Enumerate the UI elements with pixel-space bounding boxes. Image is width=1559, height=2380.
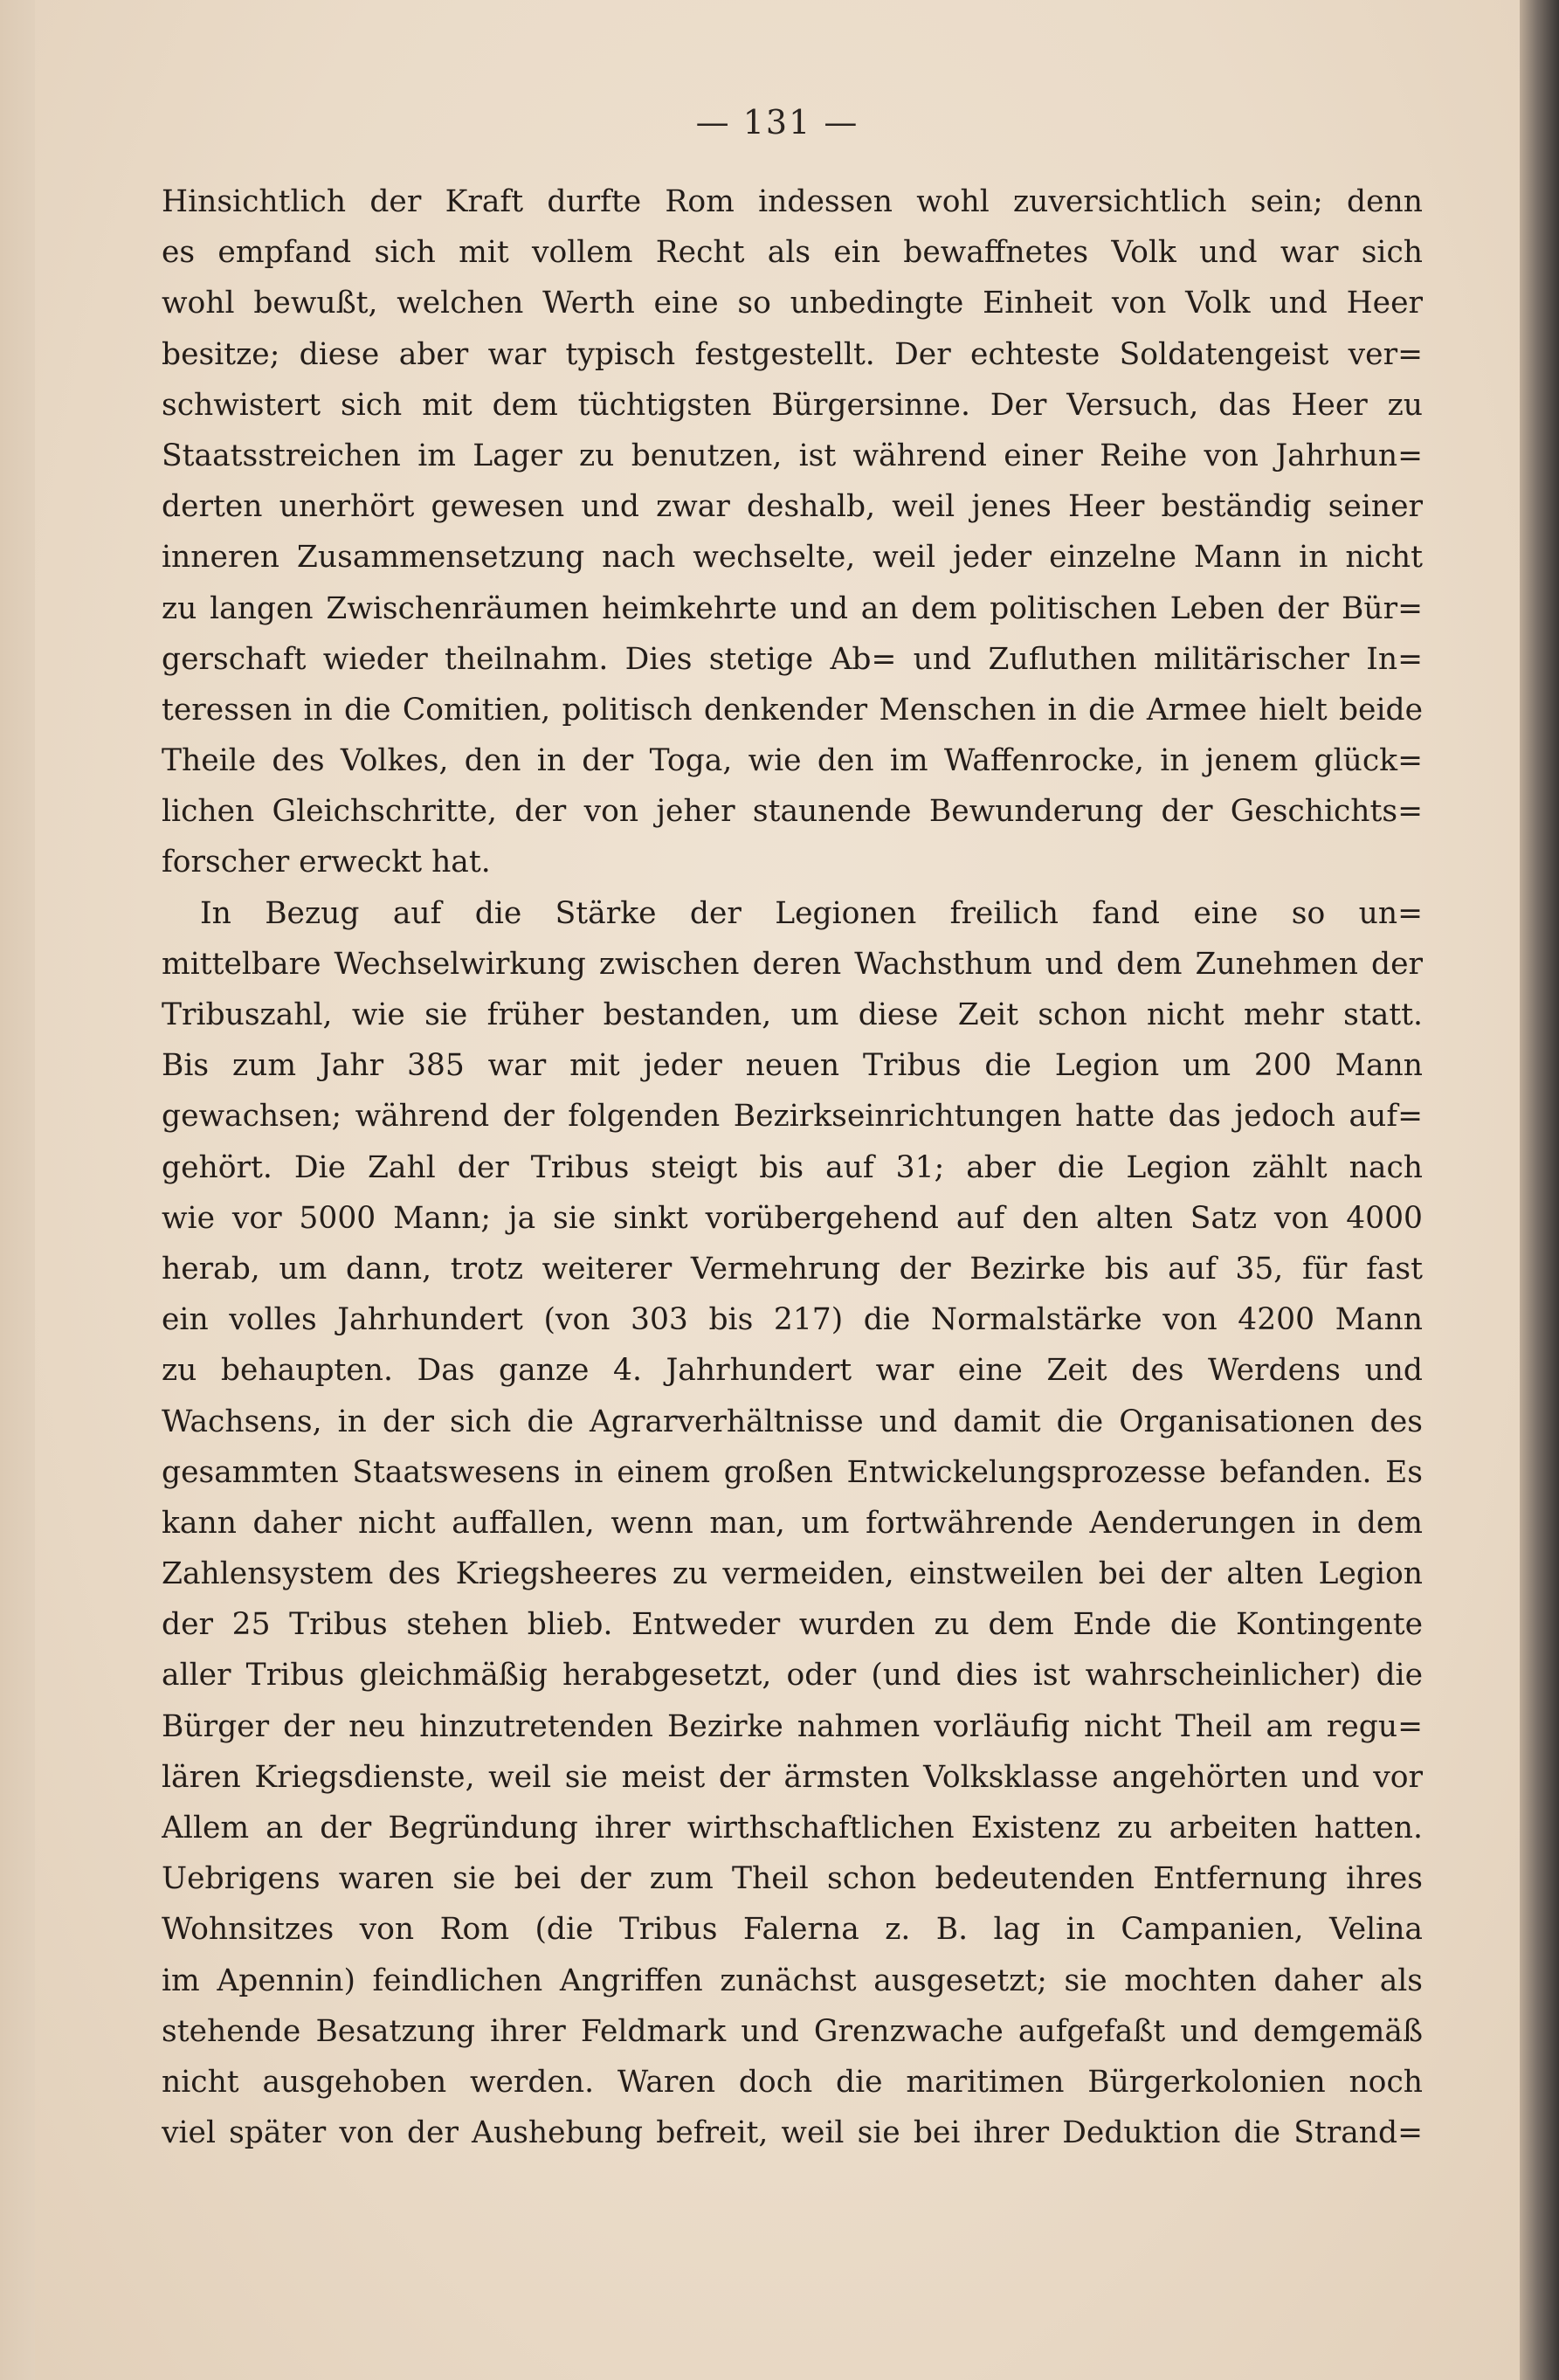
text-line: zu langen Zwischenräumen heimkehrte und an dem politischen Leben der Bür=	[162, 590, 1423, 626]
text-line: viel später von der Aushebung befreit, weil sie bei ihrer Deduktion die Strand=	[162, 2115, 1423, 2151]
text-line: lären Kriegsdienste, weil sie meist der ärmsten Volksklasse angehörten und vor	[162, 1759, 1423, 1795]
text-line: gesammten Staatswesens in einem großen Entwickelungsprozesse befanden. Es	[162, 1454, 1423, 1490]
text-line: teressen in die Comitien, politisch denkender Menschen in die Armee hielt beide	[162, 692, 1423, 728]
text-line: zu behaupten. Das ganze 4. Jahrhundert war eine Zeit des Werdens und	[162, 1353, 1423, 1389]
text-line: Uebrigens waren sie bei der zum Theil schon bedeutenden Entfernung ihres	[162, 1861, 1423, 1897]
text-line: mittelbare Wechselwirkung zwischen deren Wachsthum und dem Zunehmen der	[162, 946, 1423, 982]
text-line: In Bezug auf die Stärke der Legionen freilich fand eine so un=	[200, 895, 1423, 931]
text-line: Tribuszahl, wie sie früher bestanden, um diese Zeit schon nicht mehr statt.	[162, 997, 1423, 1032]
page-number: — 131 —	[695, 103, 859, 141]
text-line: lichen Gleichschritte, der von jeher staunende Bewunderung der Geschichts=	[162, 794, 1423, 830]
text-line: Bis zum Jahr 385 war mit jeder neuen Tribus die Legion um 200 Mann	[162, 1048, 1423, 1084]
text-line: wohl bewußt, welchen Werth eine so unbedingte Einheit von Volk und Heer	[162, 286, 1423, 321]
text-line: besitze; diese aber war typisch festgestellt. Der echteste Soldatengeist ver=	[162, 336, 1423, 372]
text-line: gerschaft wieder theilnahm. Dies stetige Ab= und Zufluthen militärischer In=	[162, 641, 1423, 677]
text-line: gewachsen; während der folgenden Bezirkseinrichtungen hatte das jedoch auf=	[162, 1099, 1423, 1135]
text-line: ein volles Jahrhundert (von 303 bis 217) die Normalstärke von 4200 Mann	[162, 1302, 1423, 1338]
text-line: Hinsichtlich der Kraft durfte Rom indessen wohl zuversichtlich sein; denn	[162, 184, 1423, 219]
text-line: derten unerhört gewesen und zwar deshalb, weil jenes Heer beständig seiner	[162, 489, 1423, 525]
text-line: es empfand sich mit vollem Recht als ein bewaffnetes Volk und war sich	[162, 235, 1423, 271]
book-page	[35, 0, 1520, 2380]
text-line: Theile des Volkes, den in der Toga, wie den im Waffenrocke, in jenem glück=	[162, 743, 1423, 779]
text-line: kann daher nicht auffallen, wenn man, um fortwährende Aenderungen in dem	[162, 1505, 1423, 1541]
text-line: Wachsens, in der sich die Agrarverhältnisse und damit die Organisationen des	[162, 1404, 1423, 1439]
text-line: wie vor 5000 Mann; ja sie sinkt vorübergehend auf den alten Satz von 4000	[162, 1200, 1423, 1236]
text-line: Zahlensystem des Kriegsheeres zu vermeiden, einstweilen bei der alten Legion	[162, 1556, 1423, 1592]
body-text	[162, 176, 1423, 2158]
text-line: herab, um dann, trotz weiterer Vermehrung der Bezirke bis auf 35, für fast	[162, 1251, 1423, 1287]
text-line: nicht ausgehoben werden. Waren doch die maritimen Bürgerkolonien noch	[162, 2064, 1423, 2100]
text-line: forscher erweckt hat.	[162, 845, 491, 880]
text-line: inneren Zusammensetzung nach wechselte, weil jeder einzelne Mann in nicht	[162, 540, 1423, 576]
text-line: Bürger der neu hinzutretenden Bezirke nahmen vorläufig nicht Theil am regu=	[162, 1708, 1423, 1744]
text-line: aller Tribus gleichmäßig herabgesetzt, oder (und dies ist wahrscheinlicher) die	[162, 1658, 1423, 1694]
text-line: gehört. Die Zahl der Tribus steigt bis auf 31; aber die Legion zählt nach	[162, 1149, 1423, 1185]
text-line: stehende Besatzung ihrer Feldmark und Grenzwache aufgefaßt und demgemäß	[162, 2013, 1423, 2049]
text-line: im Apennin) feindlichen Angriffen zunächst ausgesetzt; sie mochten daher als	[162, 1963, 1423, 1998]
text-line: der 25 Tribus stehen blieb. Entweder wurden zu dem Ende die Kontingente	[162, 1607, 1423, 1643]
text-line: Allem an der Begründung ihrer wirthschaftlichen Existenz zu arbeiten hatten.	[162, 1811, 1423, 1845]
text-line: Wohnsitzes von Rom (die Tribus Falerna z. B. lag in Campanien, Velina	[162, 1912, 1423, 1948]
text-line: Staatsstreichen im Lager zu benutzen, ist während einer Reihe von Jahrhun=	[162, 438, 1423, 473]
text-line: schwistert sich mit dem tüchtigsten Bürgersinne. Der Versuch, das Heer zu	[162, 387, 1423, 423]
